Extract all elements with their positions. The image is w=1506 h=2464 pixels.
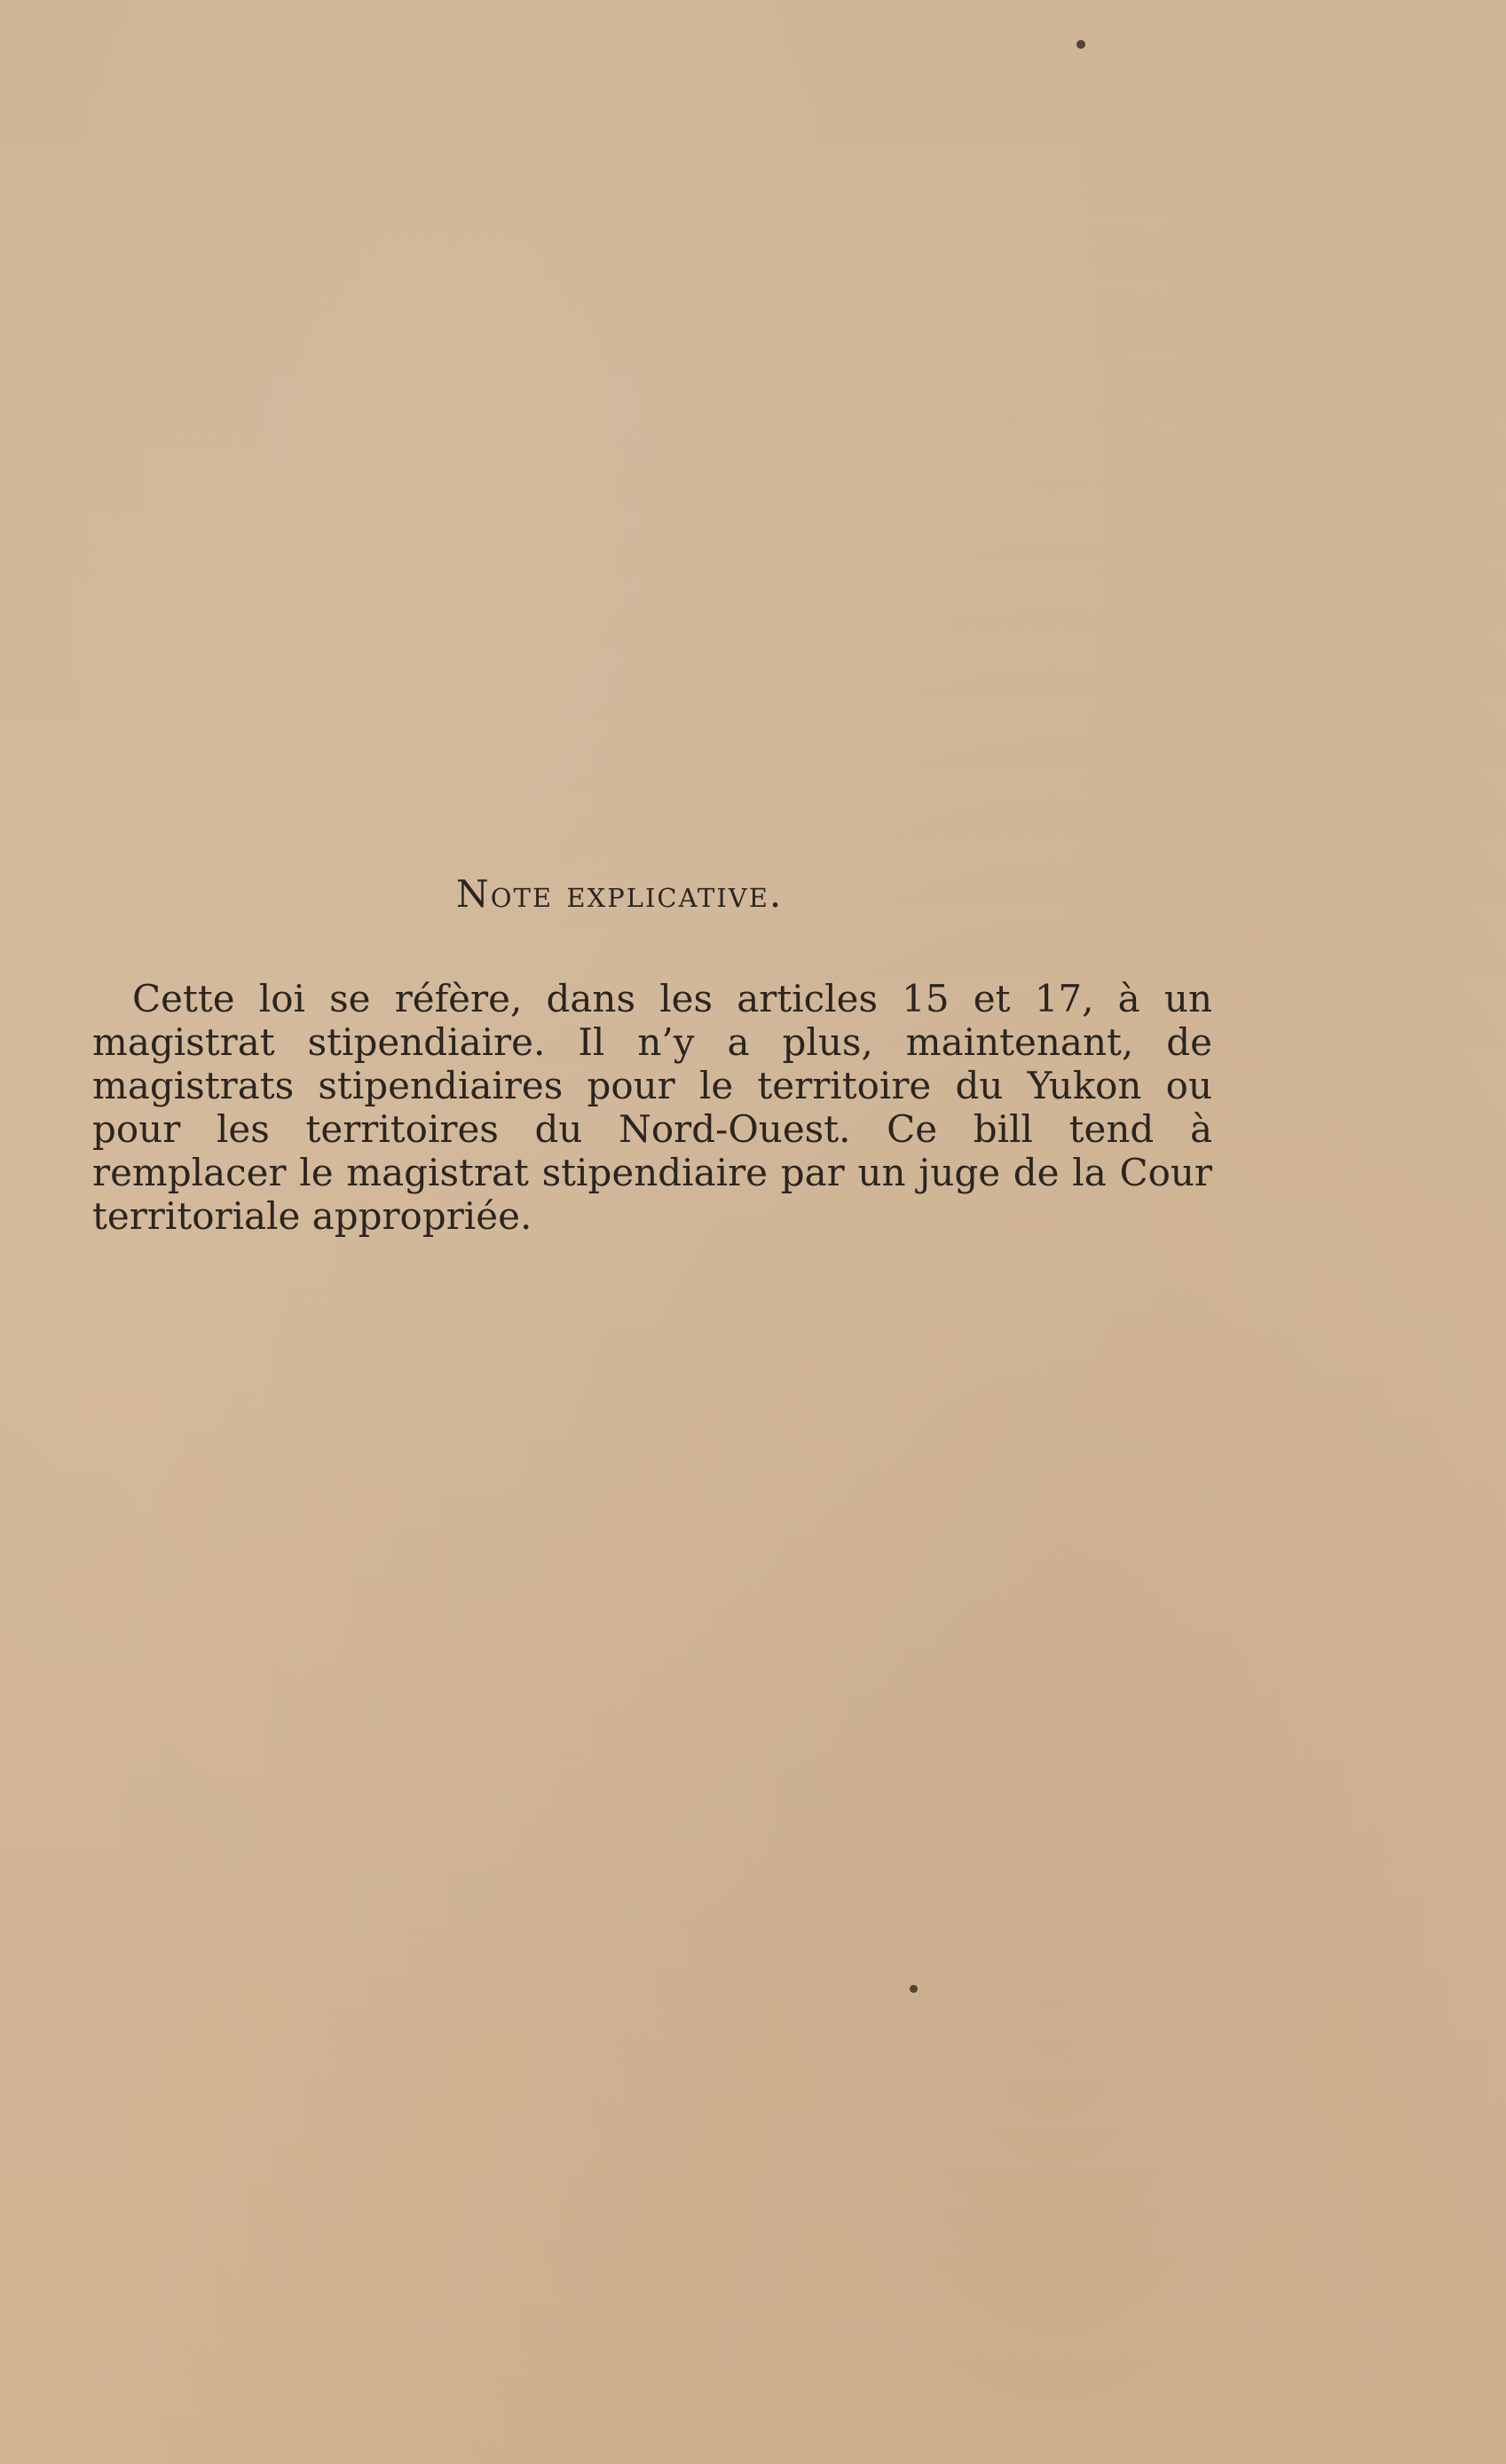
- note-title: Note explicative.: [456, 872, 784, 916]
- paper-speck: [1076, 40, 1085, 49]
- paper-speck: [910, 1985, 918, 1993]
- note-body: Cette loi se réfère, dans les articles 15 et 17, à un magistrat stipendiaire. Il n’y a plus, maintenant, de magistrats stipendiaires pour le territoire du Yukon ou pour les territoires du Nord-Ouest. Ce bill tend à remplacer le magistrat stipendiaire par un juge de la Cour territoriale appropriée.: [92, 977, 1212, 1239]
- document-page: [92, 874, 1212, 1238]
